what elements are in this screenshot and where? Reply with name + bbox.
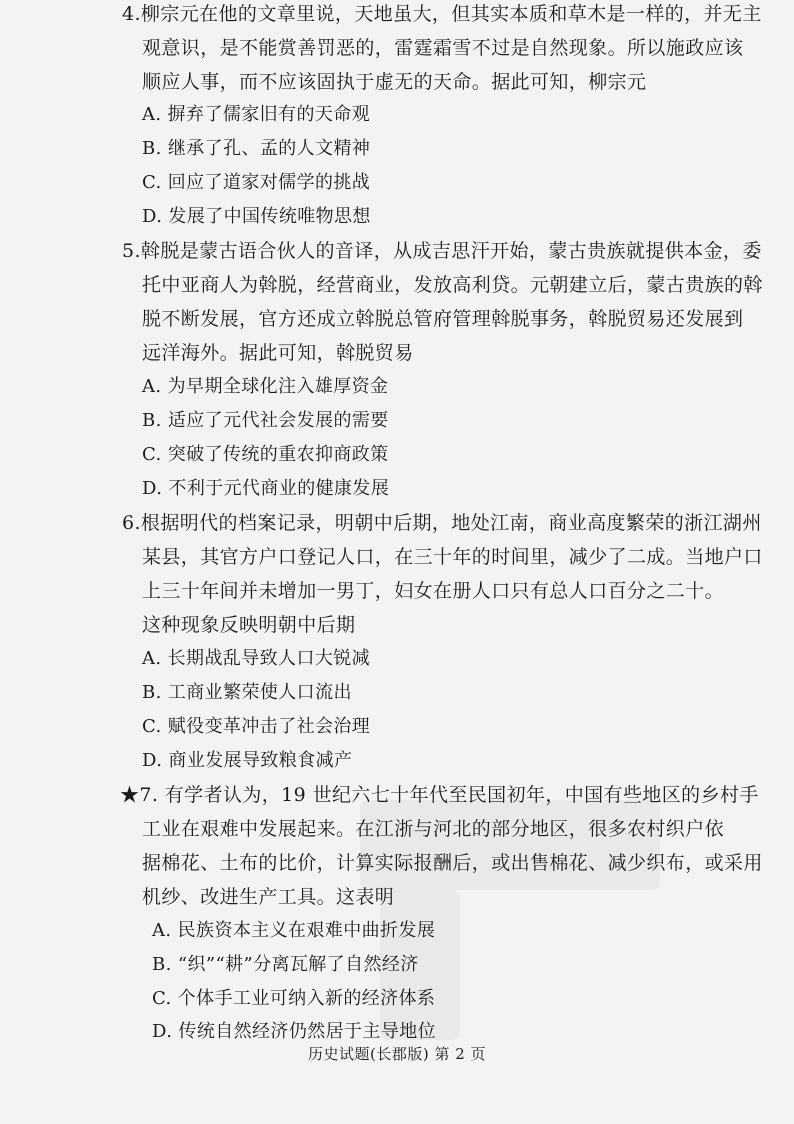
page-footer: 历史试题(长郡版) 第 2 页 bbox=[307, 1045, 487, 1063]
question-stem-line: 工业在艰难中发展起来。在江浙与河北的部分地区，很多农村织户依 bbox=[142, 818, 725, 840]
option-b: B. 适应了元代社会发展的需要 bbox=[142, 410, 389, 431]
question-stem-line: 这种现象反映明朝中后期 bbox=[142, 614, 356, 636]
option-b: B. 工商业繁荣使人口流出 bbox=[142, 682, 352, 703]
option-b: B. “织”“耕”分离瓦解了自然经济 bbox=[152, 954, 419, 975]
question-stem-line: ★7. 有学者认为，19 世纪六七十年代至民国初年，中国有些地区的乡村手 bbox=[120, 784, 759, 806]
question-stem-line: 据棉花、土布的比价，计算实际报酬后，或出售棉花、减少织布，或采用 bbox=[142, 852, 763, 874]
option-a: A. 长期战乱导致人口大锐减 bbox=[142, 648, 371, 669]
question-stem-line: 4.柳宗元在他的文章里说，天地虽大，但其实本质和草木是一样的，并无主 bbox=[122, 3, 762, 25]
question-stem-line: 观意识，是不能赏善罚恶的，雷霆霜雪不过是自然现象。所以施政应该 bbox=[142, 37, 744, 59]
option-d: D. 商业发展导致粮食减产 bbox=[142, 750, 353, 771]
option-d: D. 发展了中国传统唯物思想 bbox=[142, 206, 371, 227]
option-c: C. 个体手工业可纳入新的经济体系 bbox=[152, 988, 436, 1009]
question-stem-line: 上三十年间并未增加一男丁，妇女在册人口只有总人口百分之二十。 bbox=[142, 580, 725, 602]
option-a: A. 民族资本主义在艰难中曲折发展 bbox=[152, 920, 436, 941]
question-stem-line: 脱不断发展，官方还成立斡脱总管府管理斡脱事务，斡脱贸易还发展到 bbox=[142, 308, 744, 330]
option-a: A. 摒弃了儒家旧有的天命观 bbox=[142, 104, 371, 125]
question-stem-line: 机纱、改进生产工具。这表明 bbox=[142, 886, 395, 908]
scan-smudge bbox=[360, 800, 660, 890]
option-b: B. 继承了孔、孟的人文精神 bbox=[142, 138, 371, 159]
question-stem-line: 远洋海外。据此可知，斡脱贸易 bbox=[142, 342, 414, 364]
question-stem-line: 某县，其官方户口登记人口，在三十年的时间里，减少了二成。当地户口 bbox=[142, 546, 763, 568]
option-d: D. 传统自然经济仍然居于主导地位 bbox=[152, 1021, 437, 1042]
question-stem-line: 6.根据明代的档案记录，明朝中后期，地处江南，商业高度繁荣的浙江湖州 bbox=[122, 512, 762, 534]
option-c: C. 回应了道家对儒学的挑战 bbox=[142, 172, 371, 193]
question-stem-line: 顺应人事，而不应该固执于虚无的天命。据此可知，柳宗元 bbox=[142, 71, 647, 93]
option-a: A. 为早期全球化注入雄厚资金 bbox=[142, 376, 389, 397]
option-c: C. 突破了传统的重农抑商政策 bbox=[142, 444, 389, 465]
question-stem-line: 托中亚商人为斡脱，经营商业，发放高利贷。元朝建立后，蒙古贵族的斡 bbox=[142, 274, 763, 296]
option-d: D. 不利于元代商业的健康发展 bbox=[142, 478, 390, 499]
question-stem-line: 5.斡脱是蒙古语合伙人的音译，从成吉思汗开始，蒙古贵族就提供本金，委 bbox=[122, 240, 762, 262]
option-c: C. 赋役变革冲击了社会治理 bbox=[142, 716, 371, 737]
